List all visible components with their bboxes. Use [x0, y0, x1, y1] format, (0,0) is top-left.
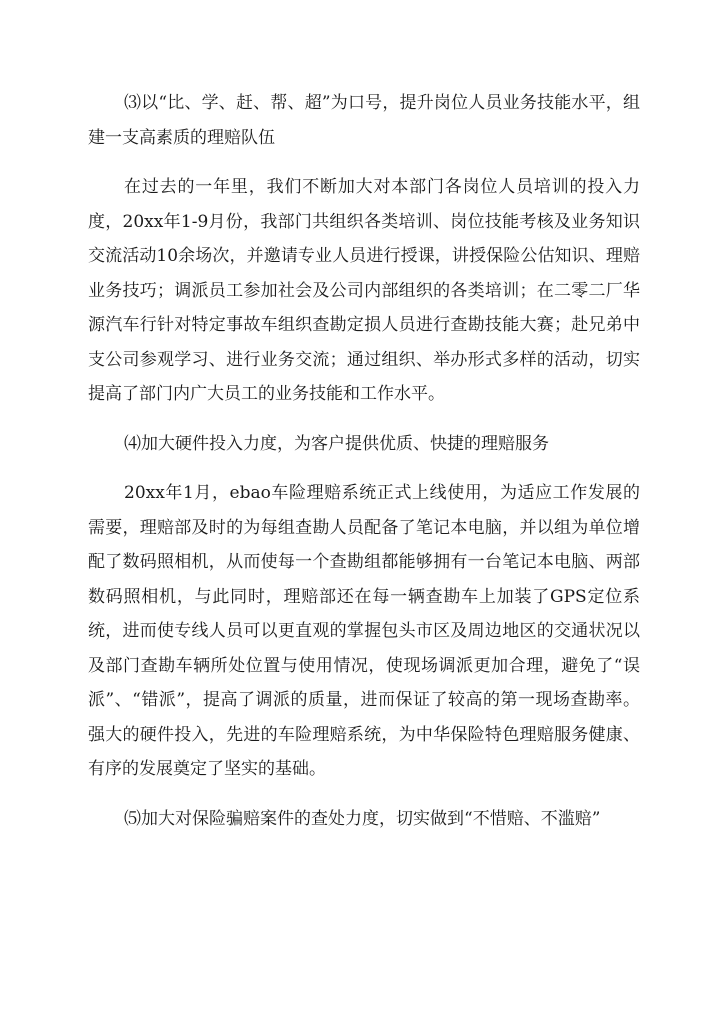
section-heading-3: ⑶以“比、学、赶、帮、超”为口号，提升岗位人员业务技能水平，组建一支高素质的理赔队伍 — [88, 93, 640, 148]
document-page — [88, 84, 640, 851]
section-heading-4: ⑷加大硬件投入力度，为客户提供优质、快捷的理赔服务 — [124, 433, 549, 454]
section-body-4: 20xx年1月，ebao车险理赔系统正式上线使用，为适应工作发展的需要，理赔部及时的为每组查勘人员配备了笔记本电脑，并以组为单位增配了数码照相机，从而使每一个查勘组都能够拥有一台笔记本电脑、两部数码照相机，与此同时，理赔部还在每一辆查勘车上加装了GPS定位系统，进而使专线人员可以更直观的掌握包头市区及周边地区的交通状况以及部门查勘车辆所处位置与使用情况，使现场调派更加合理，避免了“误派”、“错派”，提高了调派的质量，进而保证了较高的第一现场查勘率。强大的硬件投入，先进的车险理赔系统，为中华保险特色理赔服务健康、有序的发展奠定了坚实的基础。 — [88, 483, 640, 779]
section-body-3: 在过去的一年里，我们不断加大对本部门各岗位人员培训的投入力度，20xx年1-9月份，我部门共组织各类培训、岗位技能考核及业务知识交流活动10余场次，并邀请专业人员进行授课，讲授保险公估知识、理赔业务技巧；调派员工参加社会及公司内部组织的各类培训；在二零二厂华源汽车行针对特定事故车组织查勘定损人员进行查勘技能大赛；赴兄弟中支公司参观学习、进行业务交流；通过组织、举办形式多样的活动，切实提高了部门内广大员工的业务技能和工作水平。 — [88, 177, 640, 404]
section-heading-5: ⑸加大对保险骗赔案件的查处力度，切实做到“不惜赔、不滥赔” — [124, 808, 601, 829]
